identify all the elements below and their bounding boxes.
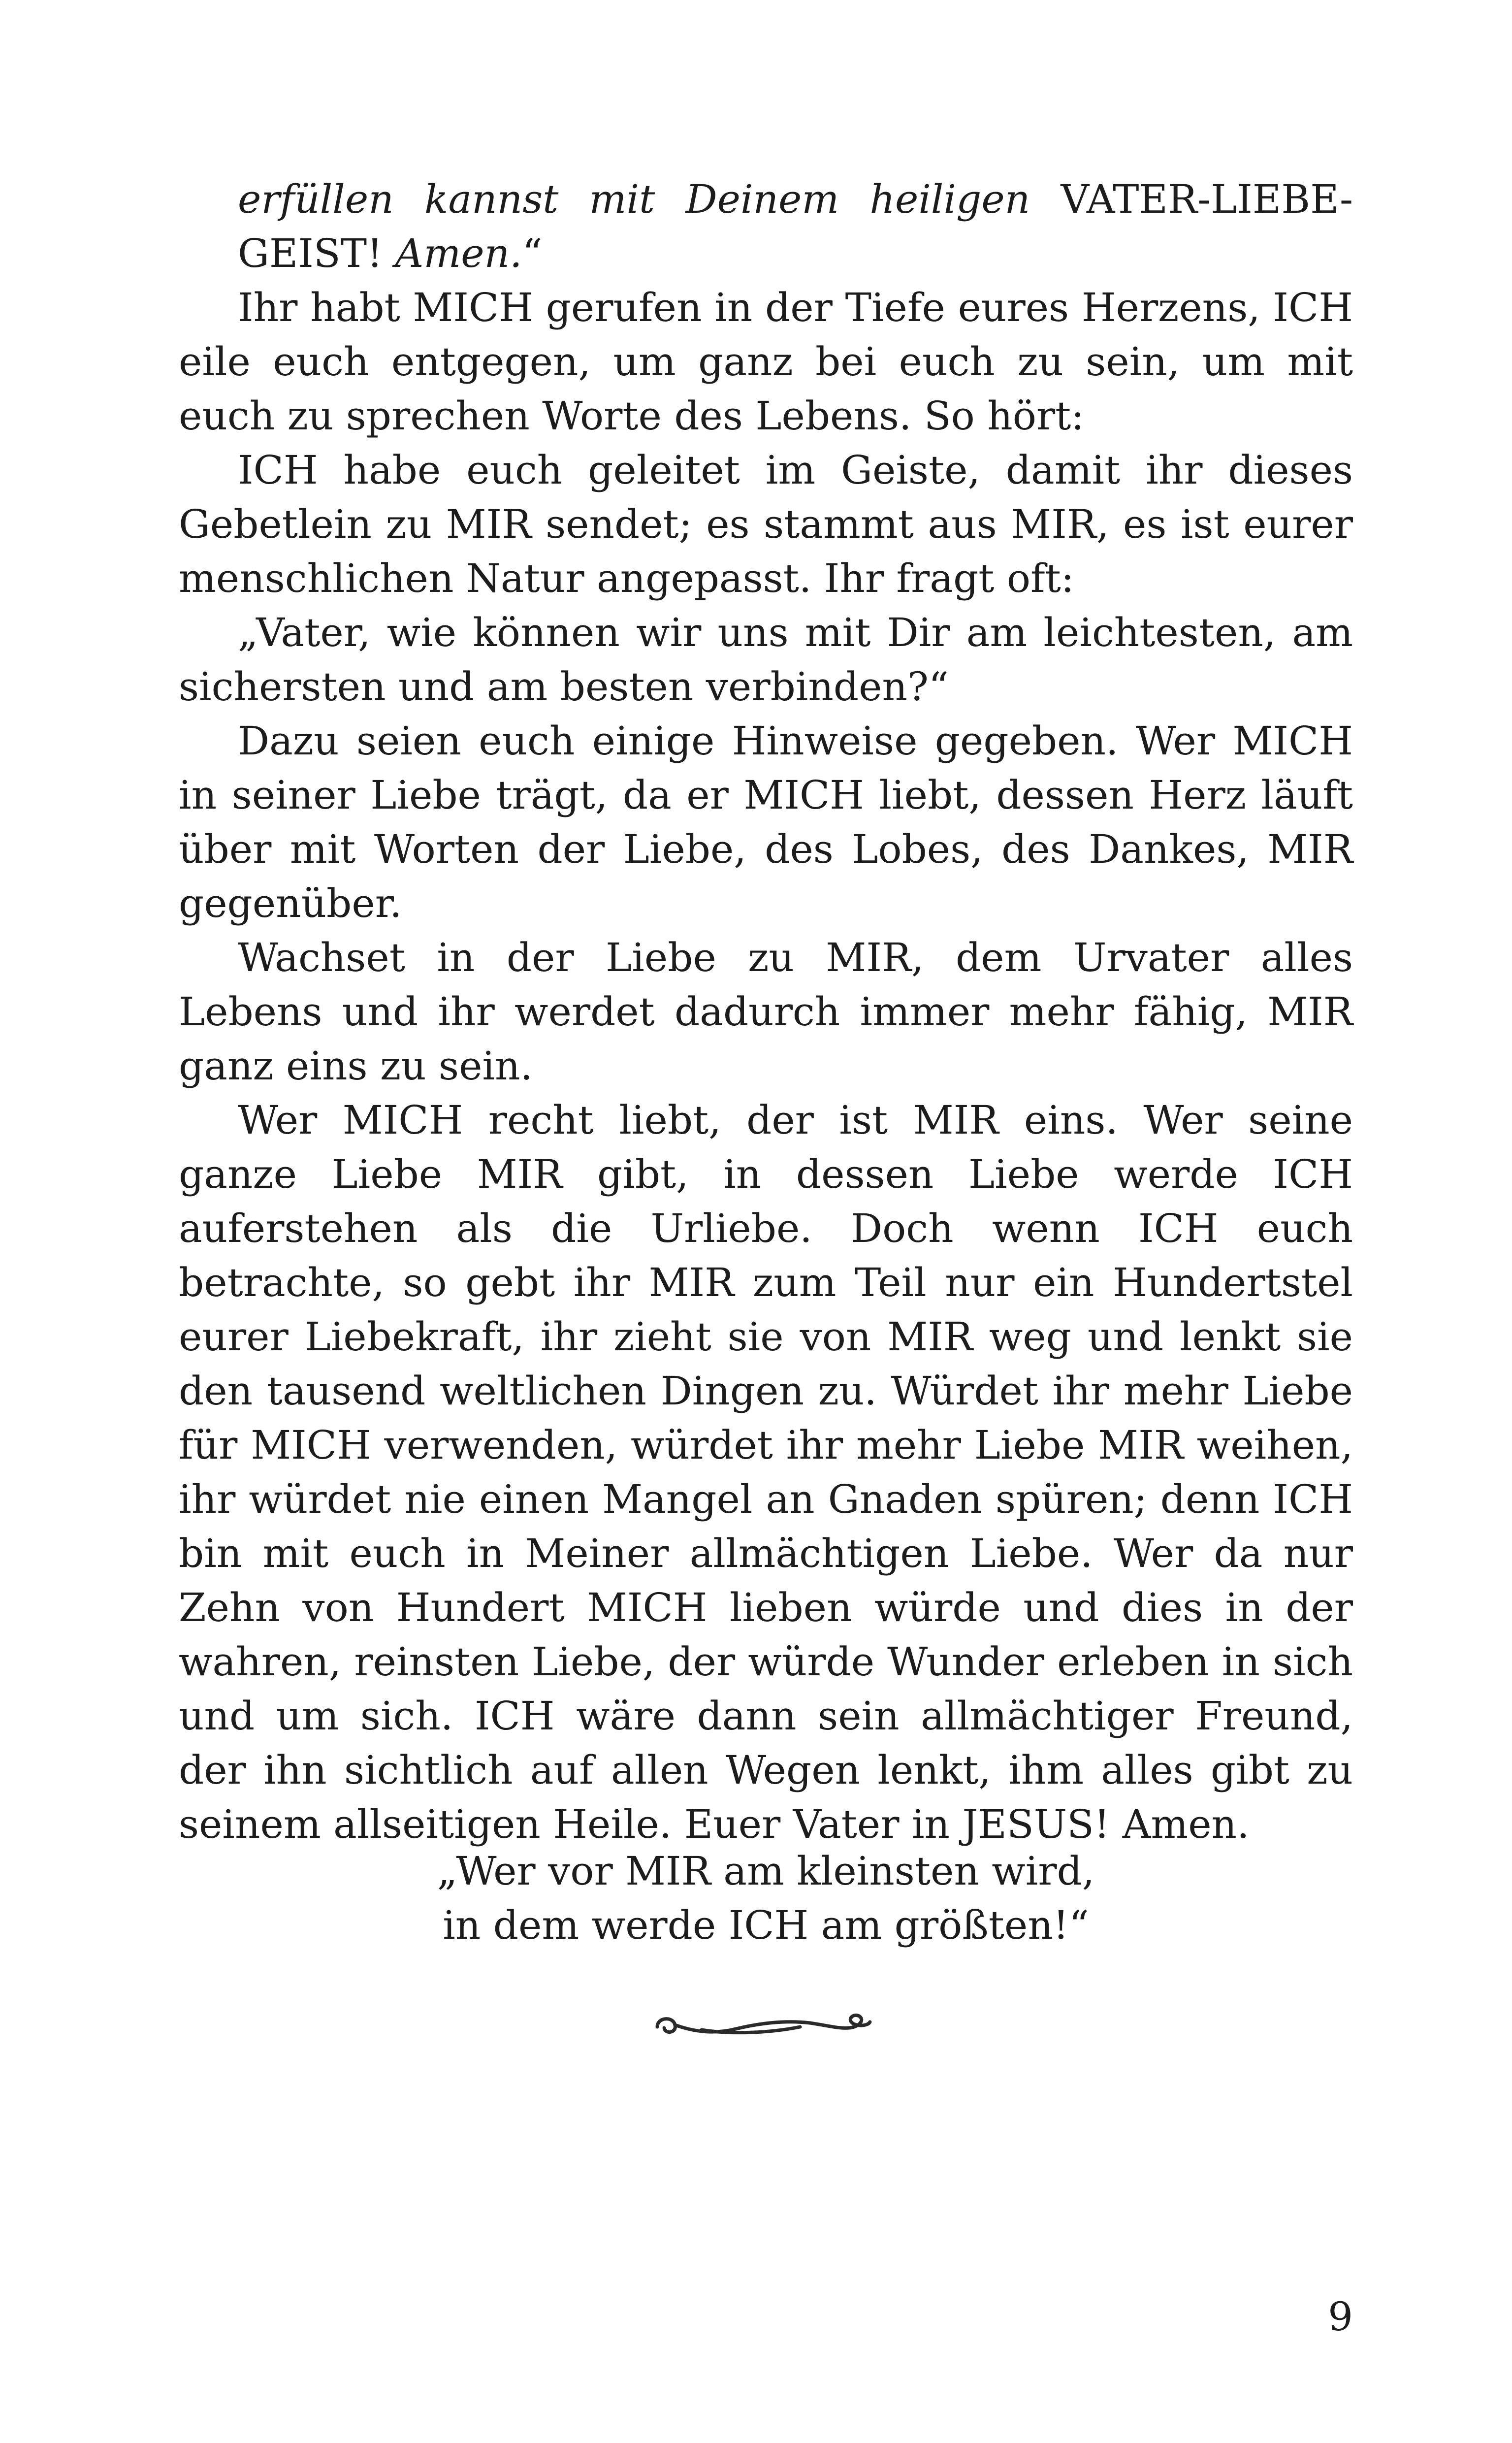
closing-quote-line-2: in dem werde ICH am größten!“ [443,1902,1089,1948]
paragraph-3: ICH habe euch geleitet im Geiste, damit ihr dieses Gebetlein zu MIR sendet; es stammt aus MIR, es ist eurer menschlichen Natur angepasst. Ihr fragt oft: [179,447,1353,601]
paragraph-1-plain: VATER-LIEBE-GEIST! [238,176,1353,276]
paragraph-5: Dazu seien euch einige Hinweise gegeben. Wer MICH in seiner Liebe trägt, da er MICH liebt, dessen Herz läuft über mit Worten der Liebe, des Lobes, des Dankes, MIR gegenüber. [179,718,1353,926]
paragraph-1-italic: erfüllen kannst mit Deinem heiligen [238,176,1061,222]
paragraph-4: „Vater, wie können wir uns mit Dir am leichtesten, am sichersten und am besten verbinden?“ [179,610,1353,710]
paragraph-7: Wer MICH recht liebt, der ist MIR eins. Wer seine ganze Liebe MIR gibt, in dessen Liebe werde ICH auferstehen als die Urliebe. Doch wenn ICH euch betrachte, so gebt ihr MIR zum Teil nur ein Hundertstel eurer Liebekraft, ihr zieht sie von MIR weg und lenkt sie den tausend weltlichen Dingen zu. Würdet ihr mehr Liebe für MICH verwenden, würdet ihr mehr Liebe MIR weihen, ihr würdet nie einen Mangel an Gnaden spüren; denn ICH bin mit euch in Meiner allmächtigen Liebe. Wer da nur Zehn von Hundert MICH lieben würde und dies in der wahren, reinsten Liebe, der würde Wunder erleben in sich und um sich. ICH wäre dann sein allmächtiger Freund, der ihn sichtlich auf allen Wegen lenkt, ihm alles gibt zu seinem allseitigen Heile. Euer Vater in JESUS! Amen. [179,1097,1353,1847]
page-number: 9 [1328,2294,1353,2340]
paragraph-1 [179,172,1353,281]
paragraph-2: Ihr habt MICH gerufen in der Tiefe eures Herzens, ICH eile euch entgegen, um ganz bei euch zu sein, um mit euch zu sprechen Worte des Lebens. So hört: [179,285,1353,439]
body-text [179,172,1353,1852]
swirl-divider-icon [643,1998,884,2052]
closing-quote [179,1844,1353,1953]
paragraph-1-close-quote: “ [522,230,543,276]
paragraph-1-italic-tail: Amen. [395,230,522,276]
closing-quote-line-1: „Wer vor MIR am kleinsten wird, [437,1848,1095,1894]
paragraph-6: Wachset in der Liebe zu MIR, dem Urvater alles Lebens und ihr werdet dadurch immer mehr fähig, MIR ganz eins zu sein. [179,935,1353,1089]
